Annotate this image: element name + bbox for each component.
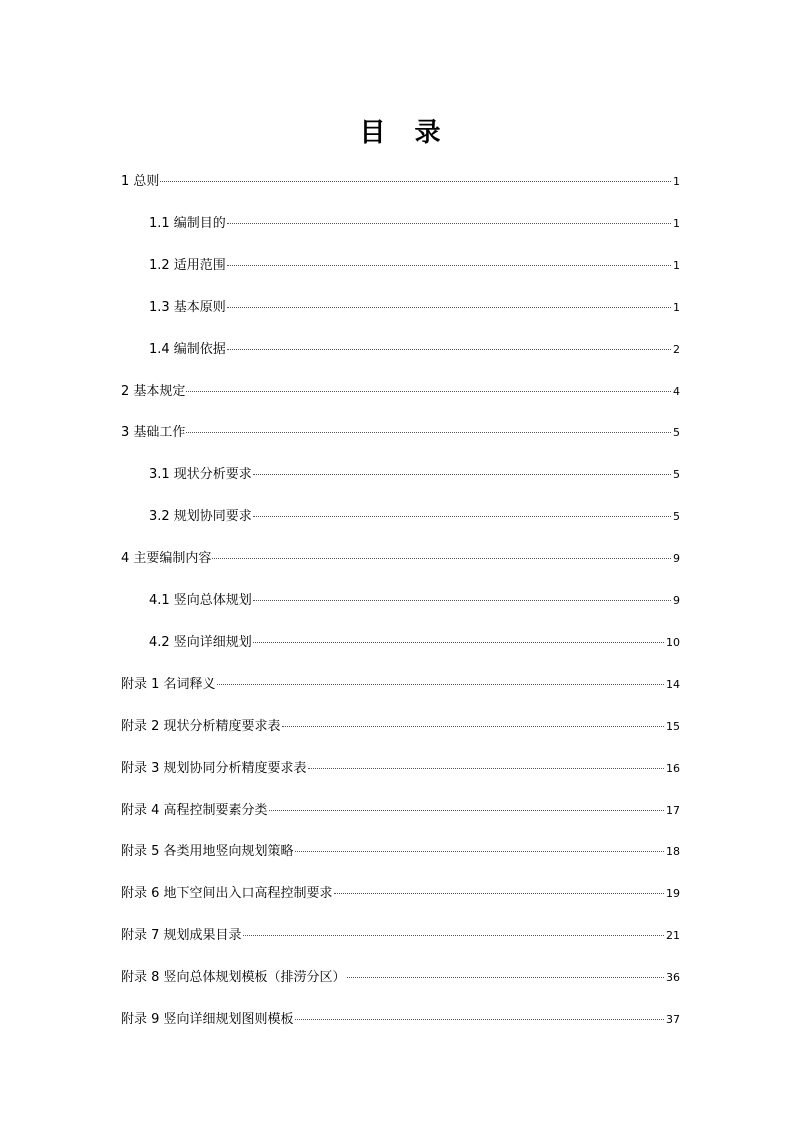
toc-entry-page-number: 36	[666, 971, 680, 984]
toc-entry[interactable]	[149, 340, 680, 360]
dot-leader	[227, 265, 671, 266]
toc-entry-page-number: 1	[673, 175, 680, 188]
dot-leader	[243, 935, 664, 936]
toc-entry[interactable]	[149, 465, 680, 485]
dot-leader	[160, 181, 671, 182]
toc-entry[interactable]	[149, 256, 680, 276]
toc-entry-label: 1.2 适用范围	[149, 258, 226, 273]
dot-leader	[217, 684, 664, 685]
toc-entry-label: 附录 7 规划成果目录	[121, 928, 242, 943]
toc-entry-label: 附录 1 名词释义	[121, 677, 216, 692]
toc-title: 目 录	[359, 118, 451, 148]
toc-entry-page-number: 9	[673, 552, 680, 565]
toc-entry-label: 附录 3 规划协同分析精度要求表	[121, 761, 307, 776]
dot-leader	[227, 349, 671, 350]
toc-entry[interactable]	[121, 675, 680, 695]
toc-entry[interactable]	[121, 423, 680, 443]
dot-leader	[347, 977, 664, 978]
toc-entry[interactable]	[121, 717, 680, 737]
dot-leader	[295, 1019, 664, 1020]
toc-entry-label: 附录 4 高程控制要素分类	[121, 803, 268, 818]
toc-entry[interactable]	[121, 1010, 680, 1030]
toc-entry-page-number: 5	[673, 426, 680, 439]
toc-entry-page-number: 9	[673, 594, 680, 607]
dot-leader	[253, 516, 671, 517]
toc-entry[interactable]	[121, 968, 680, 988]
dot-leader	[295, 851, 664, 852]
toc-entry-label: 附录 9 竖向详细规划图则模板	[121, 1012, 294, 1027]
toc-entry-label: 附录 6 地下空间出入口高程控制要求	[121, 886, 333, 901]
toc-entry-label: 4.2 竖向详细规划	[149, 635, 252, 650]
toc-entry[interactable]	[121, 549, 680, 569]
dot-leader	[253, 474, 671, 475]
toc-entry-label: 3.1 现状分析要求	[149, 467, 252, 482]
toc-entry-page-number: 21	[666, 929, 680, 942]
toc-entry[interactable]	[121, 172, 680, 192]
toc-entry-page-number: 5	[673, 510, 680, 523]
toc-entry-label: 附录 5 各类用地竖向规划策略	[121, 844, 294, 859]
dot-leader	[227, 307, 671, 308]
toc-entry-label: 1.3 基本原则	[149, 300, 226, 315]
dot-leader	[308, 768, 664, 769]
toc-entry-label: 附录 2 现状分析精度要求表	[121, 719, 281, 734]
toc-entry-page-number: 1	[673, 301, 680, 314]
toc-entry-page-number: 15	[666, 720, 680, 733]
toc-entry-page-number: 37	[666, 1013, 680, 1026]
toc-entry-label: 1 总则	[121, 174, 160, 189]
toc-entry-page-number: 1	[673, 259, 680, 272]
toc-entry-label: 4.1 竖向总体规划	[149, 593, 252, 608]
dot-leader	[186, 391, 671, 392]
toc-entry-page-number: 10	[666, 636, 680, 649]
toc-entry-page-number: 19	[666, 887, 680, 900]
toc-entry-label: 4 主要编制内容	[121, 551, 212, 566]
toc-entry[interactable]	[149, 591, 680, 611]
toc-entry-page-number: 5	[673, 468, 680, 481]
toc-entry[interactable]	[121, 842, 680, 862]
toc-entry-label: 1.1 编制目的	[149, 216, 226, 231]
toc-entry-page-number: 16	[666, 762, 680, 775]
toc-entry-label: 2 基本规定	[121, 384, 186, 399]
toc-entry[interactable]	[121, 759, 680, 779]
toc-entry-page-number: 4	[673, 385, 680, 398]
toc-entry-page-number: 17	[666, 804, 680, 817]
toc-entry[interactable]	[121, 382, 680, 402]
dot-leader	[334, 893, 664, 894]
toc-entry-label: 3 基础工作	[121, 425, 186, 440]
dot-leader	[253, 600, 671, 601]
toc-entry-label: 1.4 编制依据	[149, 342, 226, 357]
toc-entry[interactable]	[149, 633, 680, 653]
toc-entry-page-number: 2	[673, 343, 680, 356]
dot-leader	[227, 223, 671, 224]
toc-entry[interactable]	[149, 214, 680, 234]
dot-leader	[253, 642, 664, 643]
toc-entry[interactable]	[121, 926, 680, 946]
toc-entry-page-number: 18	[666, 845, 680, 858]
dot-leader	[212, 558, 671, 559]
dot-leader	[186, 432, 671, 433]
toc-entry-label: 附录 8 竖向总体规划模板（排涝分区）	[121, 970, 346, 985]
toc-entry-page-number: 14	[666, 678, 680, 691]
toc-entry[interactable]	[121, 801, 680, 821]
toc-entry[interactable]	[121, 884, 680, 904]
toc-entry-page-number: 1	[673, 217, 680, 230]
toc-entry-label: 3.2 规划协同要求	[149, 509, 252, 524]
toc-entry[interactable]	[149, 507, 680, 527]
dot-leader	[282, 726, 664, 727]
toc-entry[interactable]	[149, 298, 680, 318]
dot-leader	[269, 810, 664, 811]
